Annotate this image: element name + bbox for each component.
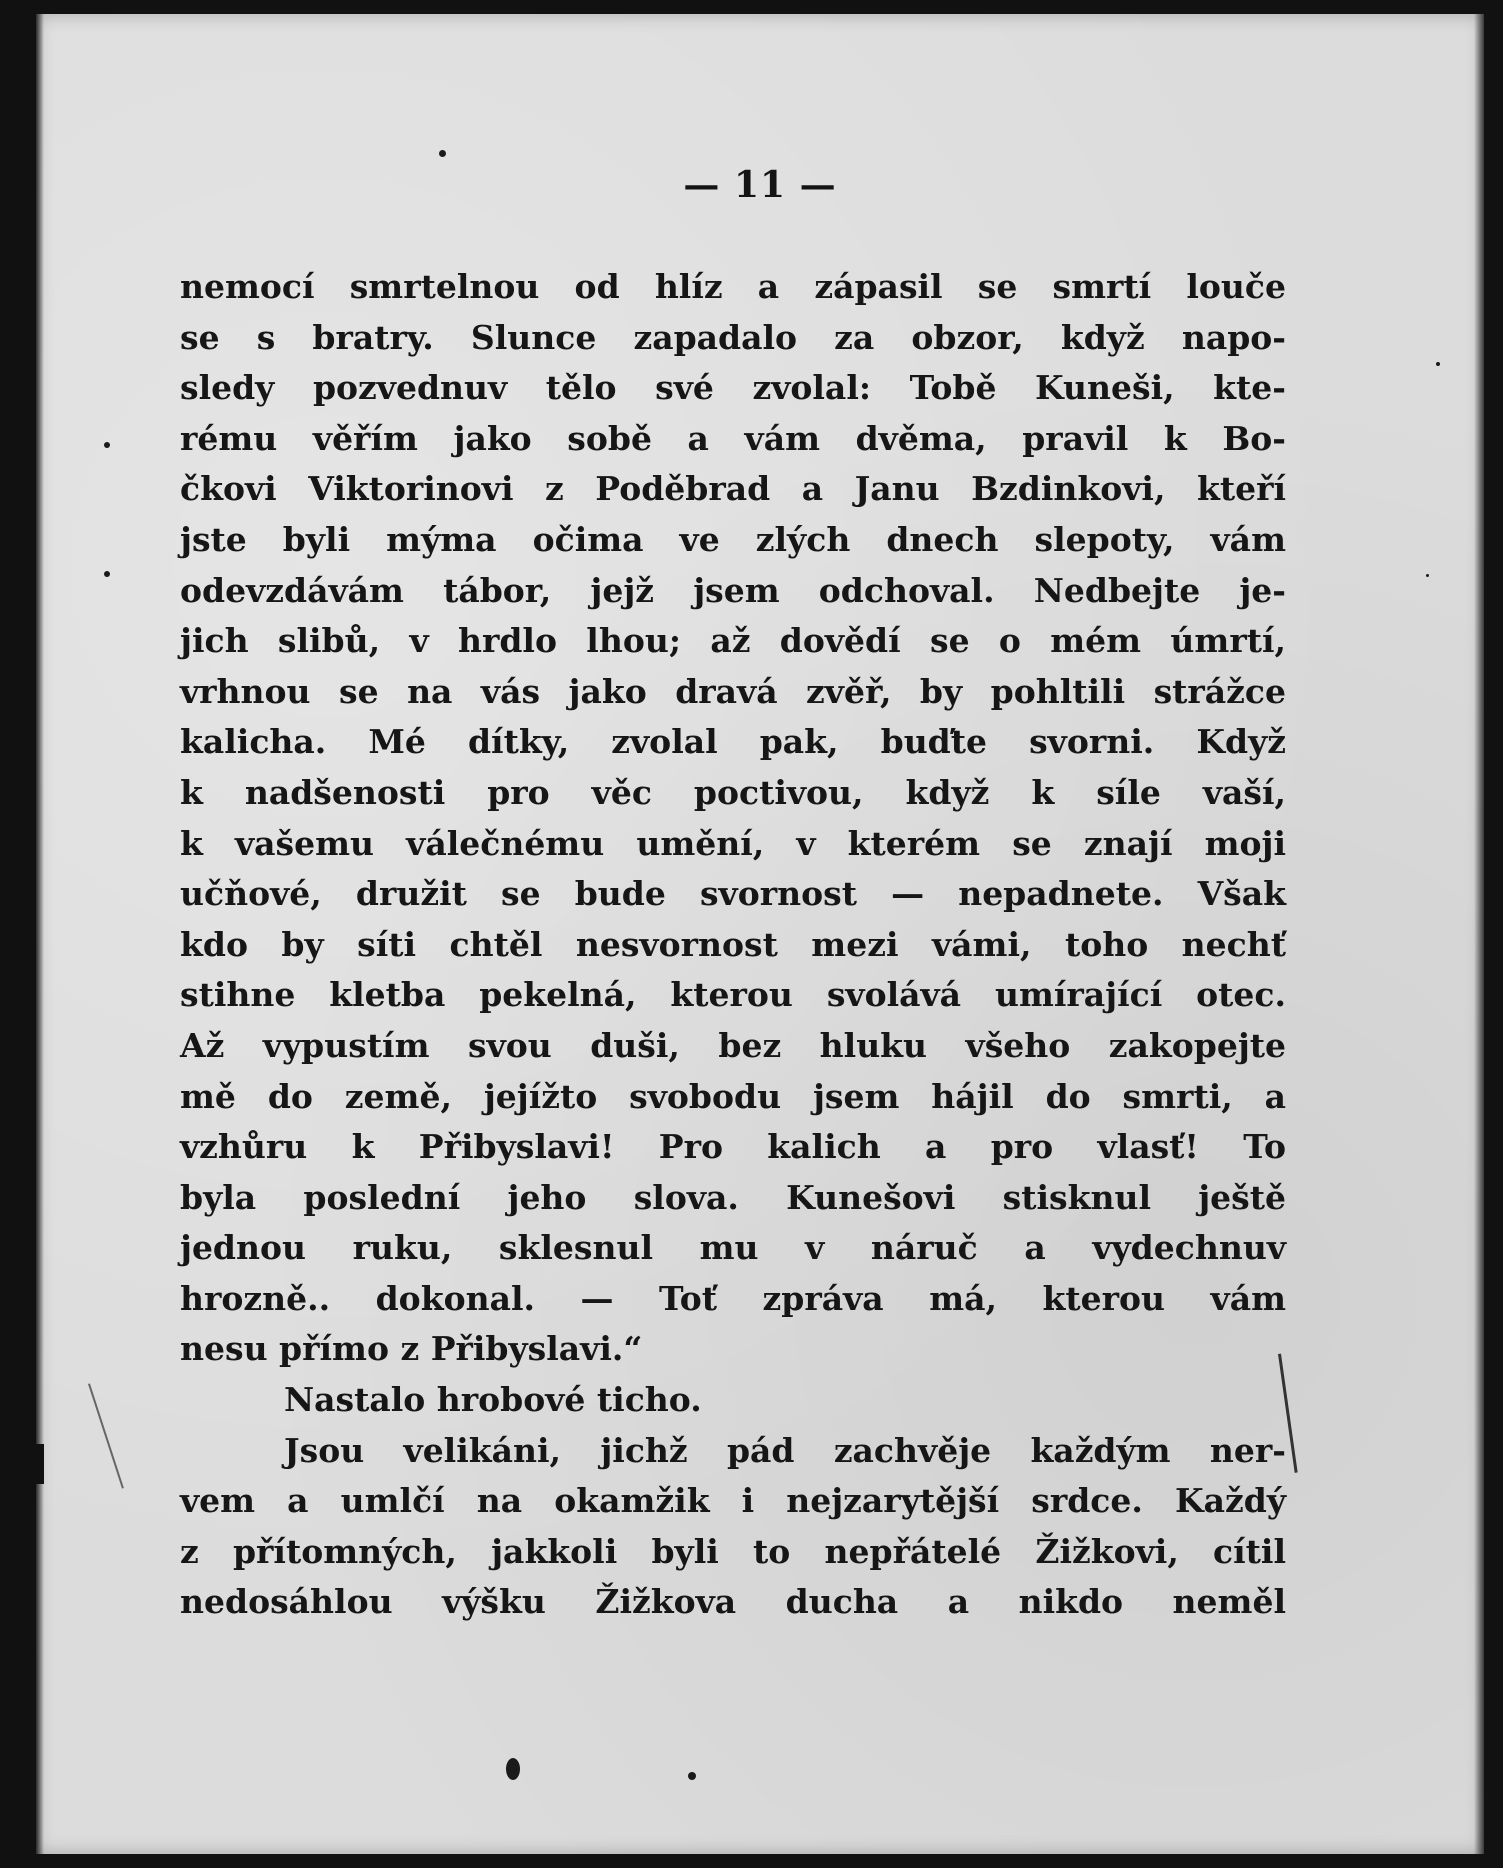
text-line: vrhnou se na vás jako dravá zvěř, by pohltili strážce	[180, 671, 1286, 711]
ink-speck	[1436, 362, 1440, 366]
text-line: byla poslední jeho slova. Kunešovi stisknul ještě	[180, 1177, 1286, 1217]
text-line: Nastalo hrobové ticho.	[284, 1380, 702, 1420]
text-line: Až vypustím svou duši, bez hluku všeho zakopejte	[180, 1025, 1286, 1065]
text-line: jich slibů, v hrdlo lhou; až dovědí se o mém úmrtí,	[180, 621, 1286, 661]
text-line: jste byli mýma očima ve zlých dnech slepoty, vám	[180, 519, 1286, 559]
text-line: sledy pozvednuv tělo své zvolal: Tobě Kuneši, kte-	[180, 368, 1286, 408]
scan-scratch	[34, 1444, 44, 1484]
ink-speck	[1426, 574, 1429, 577]
text-line: vem a umlčí na okamžik i nejzarytější srdce. Každý	[180, 1481, 1286, 1521]
text-line: vzhůru k Přibyslavi! Pro kalich a pro vlasť! To	[180, 1127, 1286, 1167]
body-text	[180, 262, 1286, 1628]
text-line: kalicha. Mé dítky, zvolal pak, buďte svorni. Když	[180, 722, 1286, 762]
text-line: učňové, družit se bude svornost — nepadnete. Však	[180, 874, 1286, 914]
page-left-edge	[36, 14, 44, 1854]
text-line: nemocí smrtelnou od hlíz a zápasil se smrtí louče	[180, 267, 1286, 306]
text-line: Jsou velikáni, jichž pád zachvěje každým ner-	[284, 1430, 1286, 1470]
page-number: — 11 —	[683, 164, 837, 206]
page-right-edge	[1474, 14, 1484, 1854]
text-line: mě do země, jejížto svobodu jsem hájil do smrti, a	[180, 1076, 1286, 1116]
text-line: hrozně.. dokonal. — Toť zpráva má, kterou vám	[180, 1278, 1286, 1318]
text-line: k vašemu válečnému umění, v kterém se znají moji	[180, 823, 1286, 863]
ink-speck	[104, 571, 110, 577]
scan-scratch	[88, 1383, 124, 1488]
text-line: k nadšenosti pro věc poctivou, když k síle vaší,	[180, 772, 1286, 812]
ink-speck	[439, 150, 446, 157]
text-line: jednou ruku, sklesnul mu v náruč a vydechnuv	[180, 1228, 1286, 1268]
text-line: z přítomných, jakkoli byli to nepřátelé Žižkovi, cítil	[180, 1531, 1286, 1571]
ink-speck	[506, 1758, 520, 1780]
ink-speck	[688, 1772, 696, 1780]
book-page	[36, 14, 1484, 1854]
text-line: stihne kletba pekelná, kterou svolává umírající otec.	[180, 975, 1286, 1015]
text-line: nesu přímo z Přibyslavi.“	[180, 1329, 643, 1369]
text-line: odevzdávám tábor, jejž jsem odchoval. Nedbejte je-	[180, 570, 1286, 610]
text-line: nedosáhlou výšku Žižkova ducha a nikdo neměl	[180, 1582, 1286, 1622]
text-line: se s bratry. Slunce zapadalo za obzor, když napo-	[180, 317, 1286, 357]
text-line: kdo by síti chtěl nesvornost mezi vámi, toho nechť	[180, 924, 1286, 964]
ink-speck	[104, 442, 110, 448]
text-line: rému věřím jako sobě a vám dvěma, pravil k Bo-	[180, 418, 1286, 458]
text-line: čkovi Viktorinovi z Poděbrad a Janu Bzdinkovi, kteří	[180, 469, 1286, 509]
